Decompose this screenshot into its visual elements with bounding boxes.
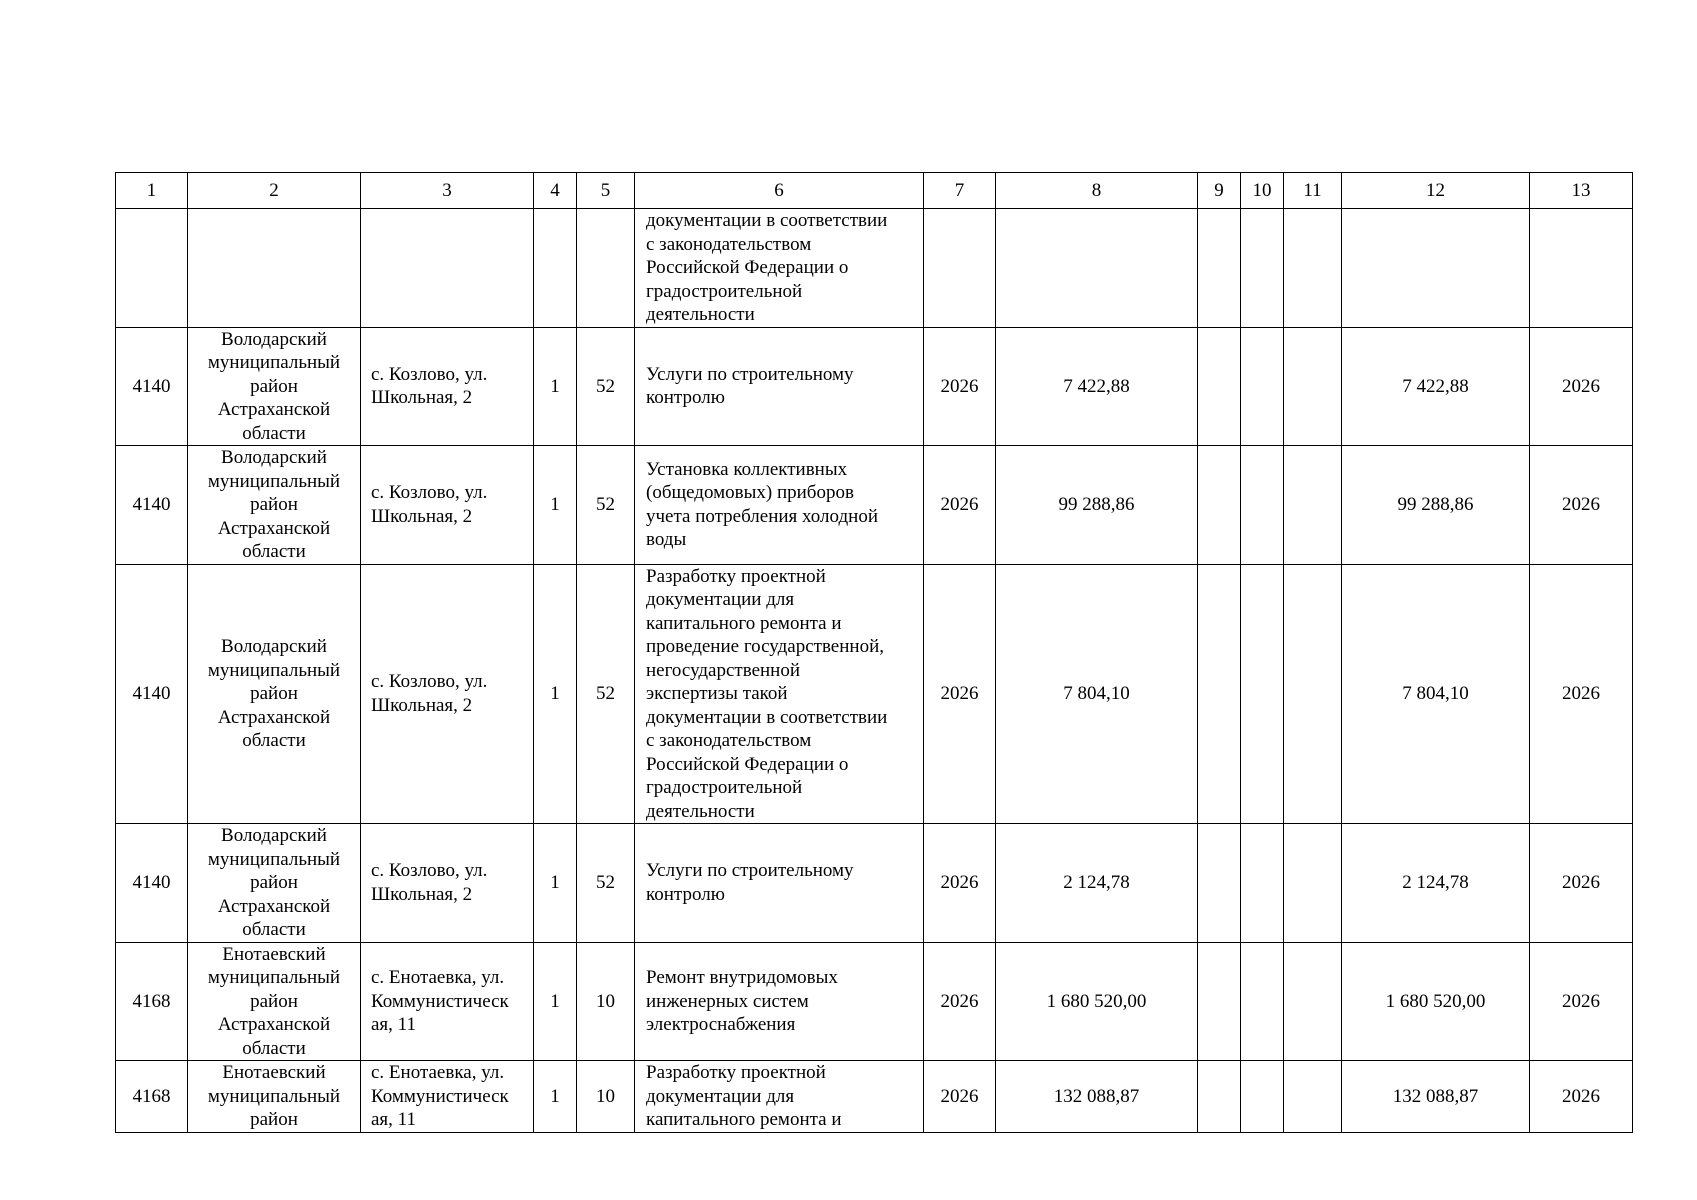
- col5-cell: 52: [577, 446, 635, 565]
- col5-cell: 10: [577, 1061, 635, 1133]
- address-cell: с. Козлово, ул. Школьная, 2: [361, 824, 534, 943]
- municipality-cell: Володарский муниципальный район Астраханской области: [188, 824, 361, 943]
- col11-cell: [1284, 446, 1342, 565]
- amount-total-cell: 2 124,78: [996, 824, 1198, 943]
- col10-cell: [1241, 1061, 1284, 1133]
- completion-year-cell: 2026: [1530, 1061, 1633, 1133]
- column-header: 2: [188, 173, 361, 209]
- amount-total-cell: 7 422,88: [996, 327, 1198, 446]
- col9-cell: [1198, 446, 1241, 565]
- table-cell: [116, 209, 188, 328]
- column-header: 1: [116, 173, 188, 209]
- completion-year-cell: 2026: [1530, 446, 1633, 565]
- amount-cell: 7 804,10: [1342, 564, 1530, 824]
- table-cell: [361, 209, 534, 328]
- address-cell: с. Козлово, ул. Школьная, 2: [361, 446, 534, 565]
- table-cell: [188, 209, 361, 328]
- municipality-cell: Володарский муниципальный район Астраханской области: [188, 327, 361, 446]
- id-cell: 4140: [116, 564, 188, 824]
- continued-row: [116, 209, 1633, 328]
- col9-cell: [1198, 824, 1241, 943]
- table-row: [116, 1061, 1633, 1133]
- col10-cell: [1241, 327, 1284, 446]
- completion-year-cell: 2026: [1530, 564, 1633, 824]
- col5-cell: 52: [577, 327, 635, 446]
- col4-cell: 1: [534, 1061, 577, 1133]
- amount-cell: 132 088,87: [1342, 1061, 1530, 1133]
- col4-cell: 1: [534, 942, 577, 1061]
- amount-cell: 2 124,78: [1342, 824, 1530, 943]
- completion-year-cell: 2026: [1530, 824, 1633, 943]
- col10-cell: [1241, 446, 1284, 565]
- table-cell: [577, 209, 635, 328]
- work-description-cell: Услуги по строительному контролю: [635, 327, 924, 446]
- col11-cell: [1284, 564, 1342, 824]
- table-row: [116, 564, 1633, 824]
- year-cell: 2026: [924, 564, 996, 824]
- year-cell: 2026: [924, 327, 996, 446]
- id-cell: 4140: [116, 824, 188, 943]
- col10-cell: [1241, 564, 1284, 824]
- address-cell: с. Енотаевка, ул. Коммунистическ ая, 11: [361, 942, 534, 1061]
- year-cell: 2026: [924, 824, 996, 943]
- table-row: [116, 446, 1633, 565]
- table-row: [116, 942, 1633, 1061]
- completion-year-cell: 2026: [1530, 942, 1633, 1061]
- year-cell: 2026: [924, 942, 996, 1061]
- col9-cell: [1198, 942, 1241, 1061]
- column-header: 10: [1241, 173, 1284, 209]
- table-header-row: [116, 173, 1633, 209]
- id-cell: 4168: [116, 942, 188, 1061]
- col4-cell: 1: [534, 564, 577, 824]
- completion-year-cell: 2026: [1530, 327, 1633, 446]
- amount-total-cell: 99 288,86: [996, 446, 1198, 565]
- col10-cell: [1241, 824, 1284, 943]
- table-cell: [1198, 209, 1241, 328]
- column-header: 4: [534, 173, 577, 209]
- year-cell: 2026: [924, 446, 996, 565]
- column-header: 6: [635, 173, 924, 209]
- amount-cell: 7 422,88: [1342, 327, 1530, 446]
- amount-cell: 1 680 520,00: [1342, 942, 1530, 1061]
- table-cell: [996, 209, 1198, 328]
- table-row: [116, 327, 1633, 446]
- column-header: 7: [924, 173, 996, 209]
- table-cell: [1342, 209, 1530, 328]
- address-cell: с. Енотаевка, ул. Коммунистическ ая, 11: [361, 1061, 534, 1133]
- column-header: 5: [577, 173, 635, 209]
- address-cell: с. Козлово, ул. Школьная, 2: [361, 327, 534, 446]
- work-description-cell: Ремонт внутридомовых инженерных систем электроснабжения: [635, 942, 924, 1061]
- amount-total-cell: 7 804,10: [996, 564, 1198, 824]
- table-cell: [534, 209, 577, 328]
- table-cell: [1284, 209, 1342, 328]
- amount-total-cell: 132 088,87: [996, 1061, 1198, 1133]
- column-header: 8: [996, 173, 1198, 209]
- work-description-cell: Установка коллективных (общедомовых) приборов учета потребления холодной воды: [635, 446, 924, 565]
- col9-cell: [1198, 564, 1241, 824]
- column-header: 3: [361, 173, 534, 209]
- column-header: 9: [1198, 173, 1241, 209]
- col4-cell: 1: [534, 824, 577, 943]
- col4-cell: 1: [534, 327, 577, 446]
- column-header: 12: [1342, 173, 1530, 209]
- col11-cell: [1284, 824, 1342, 943]
- col11-cell: [1284, 327, 1342, 446]
- id-cell: 4140: [116, 446, 188, 565]
- col5-cell: 52: [577, 824, 635, 943]
- year-cell: 2026: [924, 1061, 996, 1133]
- amount-cell: 99 288,86: [1342, 446, 1530, 565]
- work-description-cell: Разработку проектной документации для капитального ремонта и проведение государственной, негосударственной экспертизы такой документации в соответствии с законодательством Российской Федерации о градостроительной деятельности: [635, 564, 924, 824]
- col5-cell: 10: [577, 942, 635, 1061]
- col4-cell: 1: [534, 446, 577, 565]
- municipality-cell: Енотаевский муниципальный район: [188, 1061, 361, 1133]
- municipality-cell: Енотаевский муниципальный район Астраханской области: [188, 942, 361, 1061]
- work-description-cell: Услуги по строительному контролю: [635, 824, 924, 943]
- amount-total-cell: 1 680 520,00: [996, 942, 1198, 1061]
- table-cell: [1530, 209, 1633, 328]
- column-header: 13: [1530, 173, 1633, 209]
- col5-cell: 52: [577, 564, 635, 824]
- column-header: 11: [1284, 173, 1342, 209]
- table-cell: [1241, 209, 1284, 328]
- table-cell: [924, 209, 996, 328]
- col11-cell: [1284, 1061, 1342, 1133]
- data-table: [115, 172, 1633, 1133]
- id-cell: 4140: [116, 327, 188, 446]
- address-cell: с. Козлово, ул. Школьная, 2: [361, 564, 534, 824]
- table-row: [116, 824, 1633, 943]
- col11-cell: [1284, 942, 1342, 1061]
- municipality-cell: Володарский муниципальный район Астраханской области: [188, 564, 361, 824]
- id-cell: 4168: [116, 1061, 188, 1133]
- col9-cell: [1198, 1061, 1241, 1133]
- col10-cell: [1241, 942, 1284, 1061]
- col9-cell: [1198, 327, 1241, 446]
- work-description-cell: документации в соответствии с законодательством Российской Федерации о градостроительной деятельности: [635, 209, 924, 328]
- work-description-cell: Разработку проектной документации для капитального ремонта и: [635, 1061, 924, 1133]
- municipality-cell: Володарский муниципальный район Астраханской области: [188, 446, 361, 565]
